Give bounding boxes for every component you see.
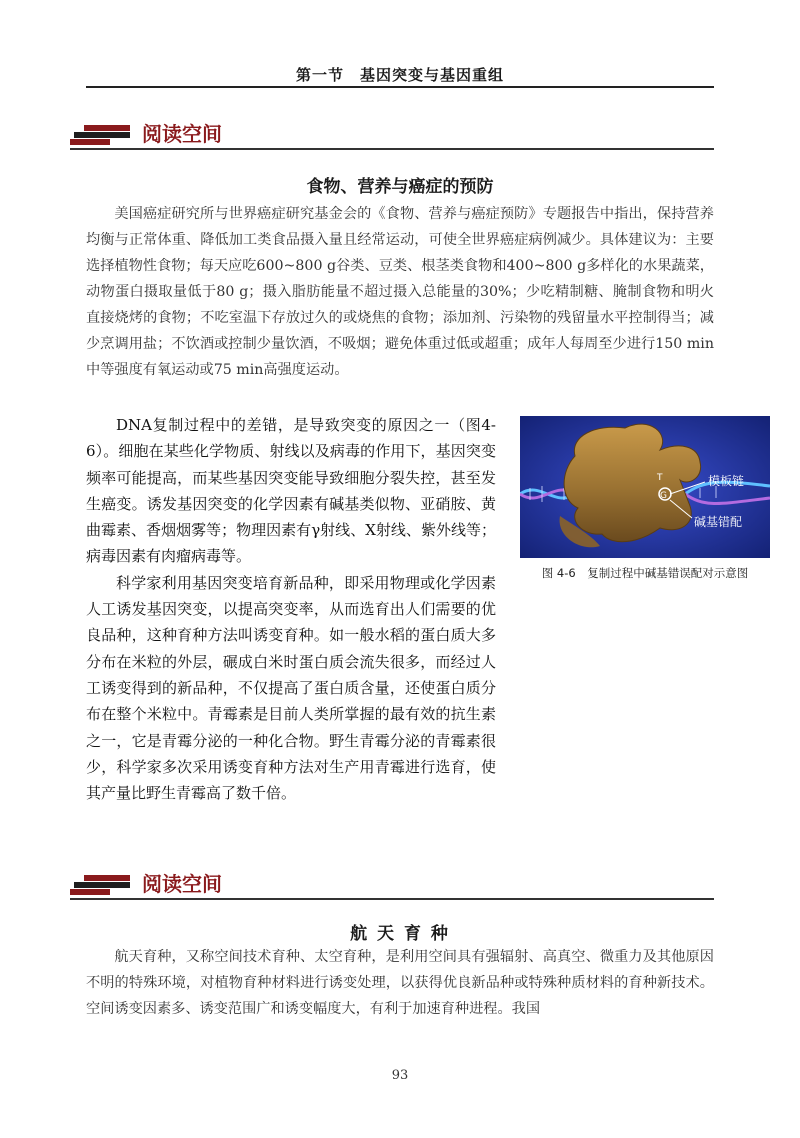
reading-paragraph: 美国癌症研究所与世界癌症研究基金会的《食物、营养与癌症预防》专题报告中指出，保持营养均衡与正常体重、降低加工类食品摄入量且经常运动，可使全世界癌症病例减少。具体建议为：主要选择植物性食物；每天应吃600~800 g谷类、豆类、根茎类食物和400~800 g多样化的水果蔬菜，动物蛋白摄取量低于80 g；摄入脂肪能量不超过摄入总能量的30%；少吃精制糖、腌制食物和明火直接烧烤的食物；不吃室温下存放过久的或烧焦的食物；添加剂、污染物的残留量水平控制得当；减少烹调用盐；不饮酒或控制少量饮酒，不吸烟；避免体重过低或超重；成年人每周至少进行150 min中等强度有氧运动或75 min高强度运动。 (86, 206, 714, 378)
reading-space-banner-2 (70, 870, 714, 898)
template-strand-label: 模板链 (708, 474, 745, 488)
base-g-label: G (660, 491, 667, 501)
base-t-label: T (657, 473, 663, 483)
banner-title: 阅读空间 (142, 872, 222, 896)
mismatch-label: 碱基错配 (694, 515, 743, 529)
banner-title: 阅读空间 (142, 122, 222, 146)
reading-title: 食物、营养与癌症的预防 (306, 177, 494, 197)
reading-body (86, 201, 714, 383)
reading-space-banner (70, 120, 714, 148)
banner-book-icon (70, 125, 132, 145)
figure-caption: 图 4-6 复制过程中碱基错误配对示意图 (541, 566, 749, 580)
banner-rule (70, 148, 714, 150)
main-text (86, 412, 496, 806)
running-header: 第一节 基因突变与基因重组 (295, 66, 504, 84)
figure-dna-replication (520, 416, 770, 558)
header-rule (86, 86, 714, 88)
reading-body-2 (86, 944, 714, 1022)
figure-illustration (520, 416, 770, 558)
main-paragraph-2: 科学家利用基因突变培育新品种，即采用物理或化学因素人工诱发基因突变，以提高突变率，从而选育出人们需要的优良品种，这种育种方法叫诱变育种。如一般水稻的蛋白质大多分布在米粒的外层，碾成白米时蛋白质会流失很多，而经过人工诱变得到的新品种，不仅提高了蛋白质含量，还使蛋白质分布在整个米粒中。青霉素是目前人类所掌握的最有效的抗生素之一，它是青霉分泌的一种化合物。野生青霉分泌的青霉素很少，科学家多次采用诱变育种方法对生产用青霉进行选育，使其产量比野生青霉高了数千倍。 (86, 573, 496, 803)
banner-rule (70, 898, 714, 900)
main-paragraph-1: DNA复制过程中的差错，是导致突变的原因之一（图4-6）。细胞在某些化学物质、射线以及病毒的作用下，基因突变频率可能提高，而某些基因突变能导致细胞分裂失控，甚至发生癌变。诱发基因突变的化学因素有碱基类似物、亚硝胺、黄曲霉素、香烟烟雾等；物理因素有γ射线、X射线、紫外线等；病毒因素有肉瘤病毒等。 (86, 416, 496, 566)
banner-book-icon (70, 875, 132, 895)
reading-paragraph-2: 航天育种，又称空间技术育种、太空育种，是利用空间具有强辐射、高真空、微重力及其他原因不明的特殊环境，对植物育种材料进行诱变处理，以获得优良新品种或特殊种质材料的育种新技术。空间诱变因素多、诱变范围广和诱变幅度大，有利于加速育种进程。我国 (86, 949, 714, 1017)
reading-title-2: 航 天 育 种 (350, 924, 450, 944)
page-number: 93 (391, 1068, 409, 1083)
